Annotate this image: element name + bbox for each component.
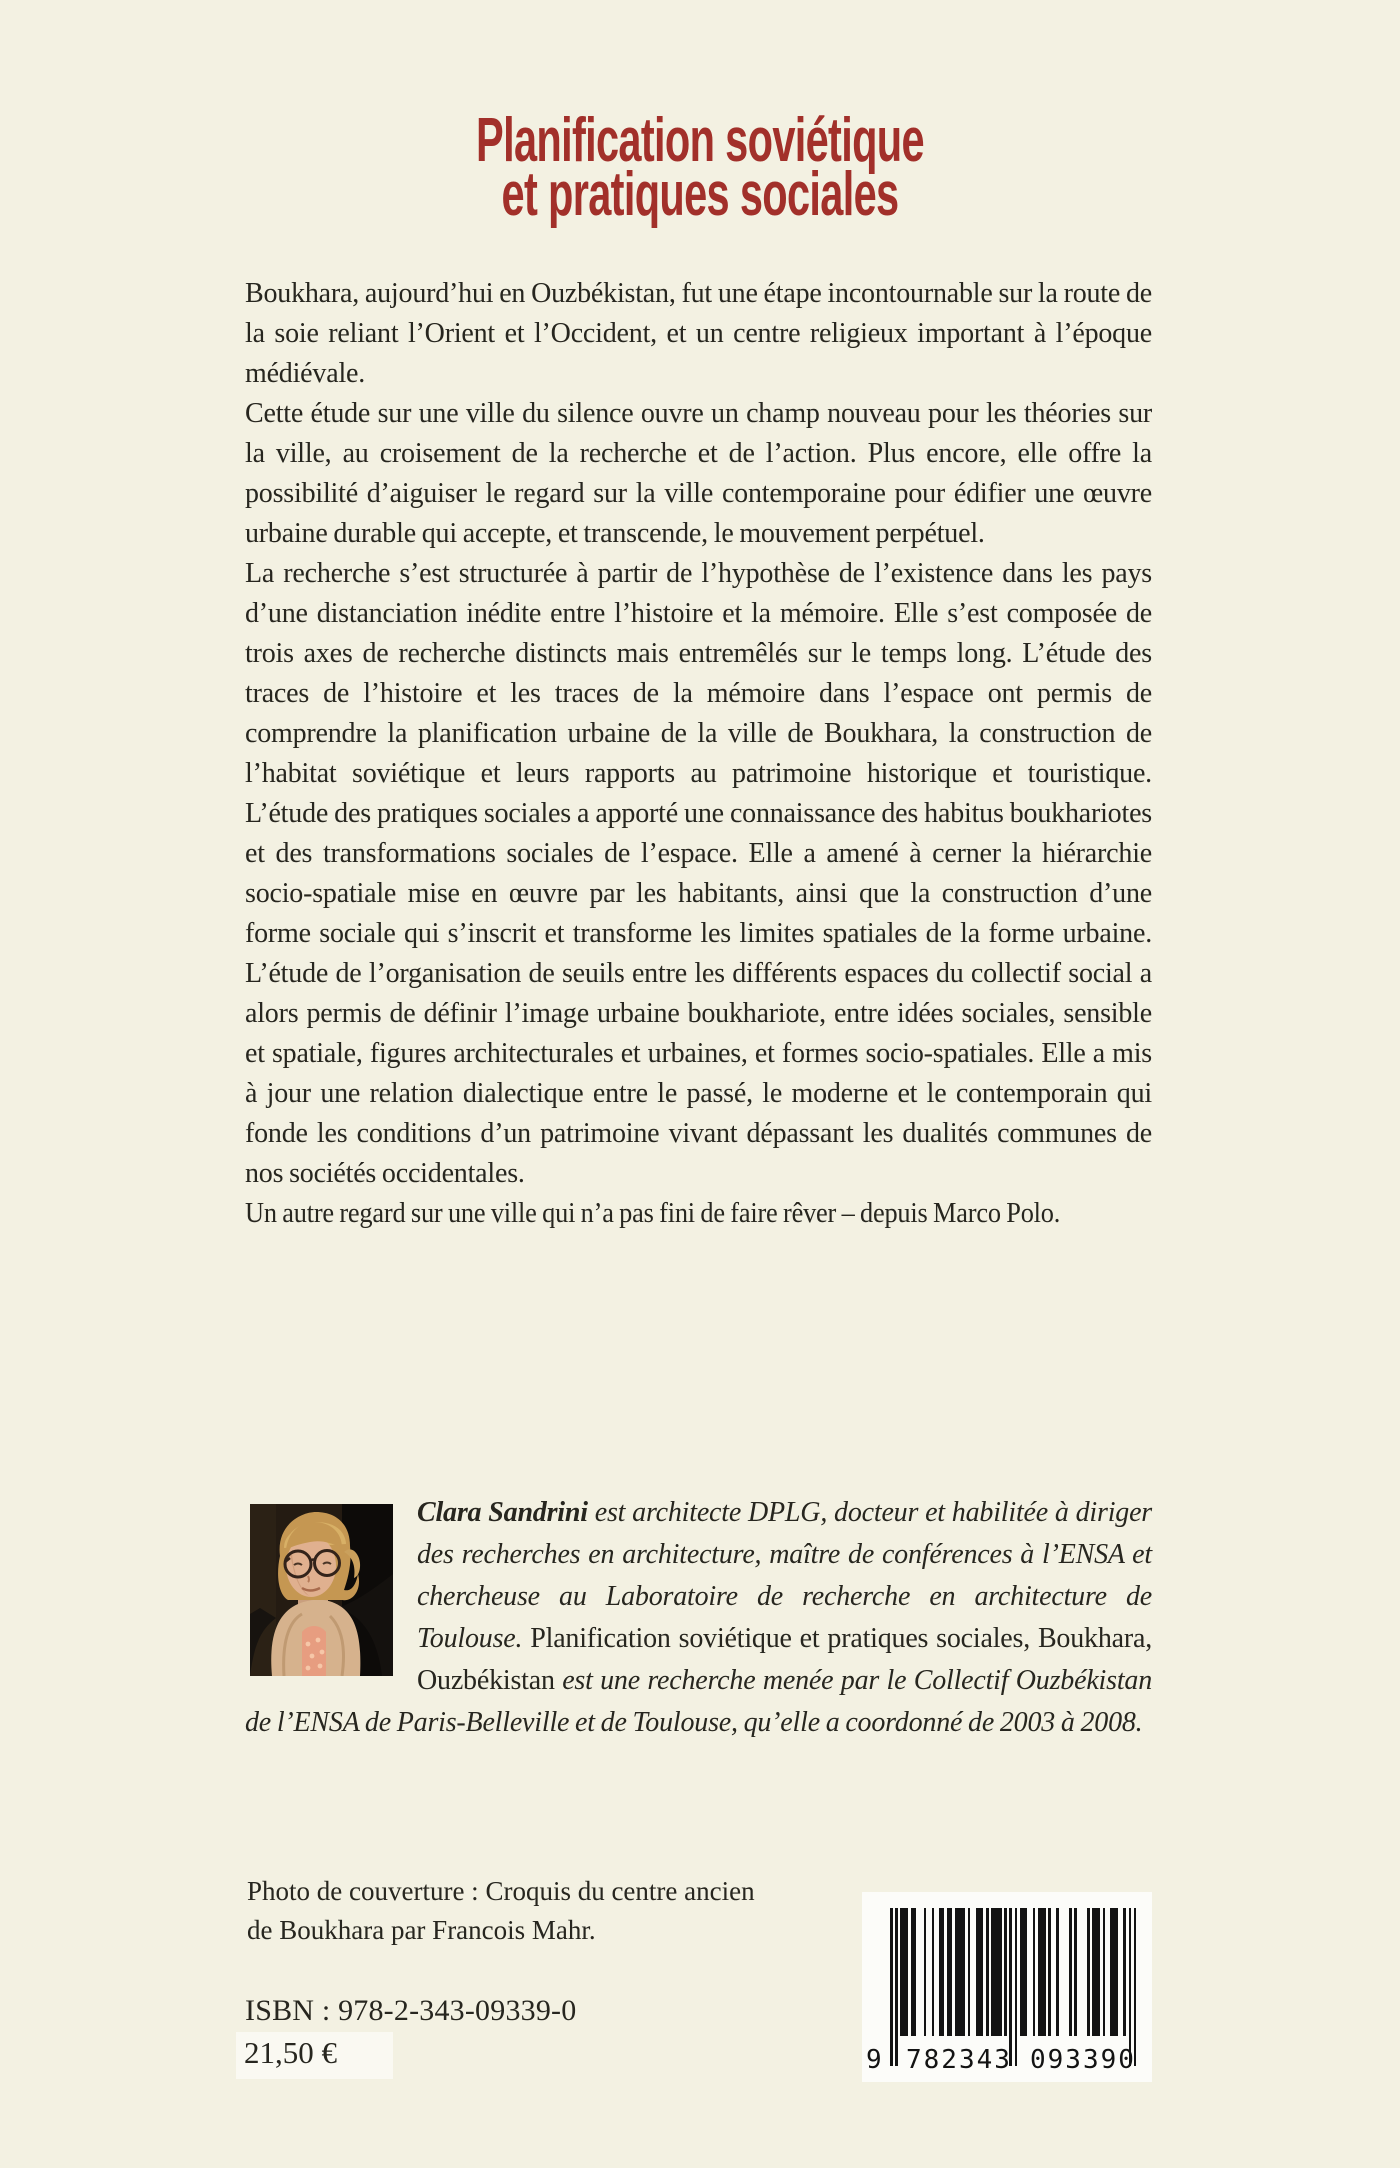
bio-segment-italic: est architecte DPLG, docteur et habilitée à diriger des recherches en architecture, maître de conférences à l’ENSA et chercheuse au Laboratoire de recherche en architecture de Toulouse. (417, 1497, 1152, 1654)
book-title-line1: Planification soviétique (476, 106, 924, 175)
bio-segment-bold-italic: Clara Sandrini (417, 1497, 588, 1528)
book-title-line2: et pratiques sociales (501, 160, 899, 229)
bio-segment-roman: Planification soviétique et pratiques sociales, Boukhara, Ouzbékistan (417, 1623, 1152, 1696)
paragraph-intro: Boukhara, aujourd’hui en Ouzbékistan, fut une étape incontournable sur la route de la soie reliant l’Orient et l’Occident, et un centre religieux important à l’époque médiévale. (245, 278, 1152, 389)
barcode-digits-right-group: 093390 (1030, 2045, 1136, 2075)
tagline: Un autre regard sur une ville qui n’a pas fini de faire rêver – depuis Marco Polo. (245, 1198, 1061, 1229)
ean13-barcode (890, 1908, 1136, 2066)
author-photo (250, 1504, 393, 1676)
paragraph-recherche: La recherche s’est structurée à partir de l’hypothèse de l’existence dans les pays d’une distanciation inédite entre l’histoire et la mémoire. Elle s’est composée de trois axes de recherche distincts mais entremêlés sur le temps long. L’étude des traces de l’histoire et les traces de la mémoire dans l’espace ont permis de comprendre la planification urbaine de la ville de Boukhara, la construction de l’habitat soviétique et leurs rapports au patrimoine historique et touristique. L’étude des pratiques sociales a apporté une connaissance des habitus boukhariotes et des transformations sociales de l’espace. Elle a amené à cerner la hiérarchie socio-spatiale mise en œuvre par les habitants, ainsi que la construction d’une forme sociale qui s’inscrit et transforme les limites spatiales de la forme urbaine. L’étude de l’organisation de seuils entre les différents espaces du collectif social a alors permis de définir l’image urbaine boukhariote, entre idées sociales, sensible et spatiale, figures architecturales et urbaines, et formes socio-spatiales. Elle a mis à jour une relation dialectique entre le passé, le moderne et le contemporain qui fonde les conditions d’un patrimoine vivant dépassant les dualités communes de nos sociétés occidentales. (245, 558, 1152, 1189)
isbn: ISBN : 978-2-343-09339-0 (245, 1994, 577, 2027)
author-photo-art (250, 1504, 393, 1676)
paragraph-etude: Cette étude sur une ville du silence ouvre un champ nouveau pour les théories sur la ville, au croisement de la recherche et de l’action. Plus encore, elle offre la possibilité d’aiguiser le regard sur la ville contemporaine pour édifier une œuvre urbaine durable qui accepte, et transcende, le mouvement perpétuel. (245, 398, 1152, 549)
credit-line2: de Boukhara par Francois Mahr. (247, 1915, 596, 1945)
barcode-digits-left-group: 782343 (906, 2045, 1012, 2075)
cover-photo-credit (247, 1872, 755, 1950)
price: 21,50 € (236, 2032, 393, 2079)
barcode-digits (862, 2045, 1152, 2075)
author-bio (245, 1492, 1152, 1744)
back-cover-text (245, 274, 1152, 1234)
barcode-digit-leading: 9 (866, 2045, 882, 2075)
barcode-panel (862, 1892, 1152, 2082)
book-title (0, 106, 1400, 229)
credit-line1: Photo de couverture : Croquis du centre ancien (247, 1876, 755, 1906)
barcode-bar (1134, 1908, 1137, 2066)
bio-segment-italic: est une recherche menée par le Collectif Ouzbékistan de l’ENSA de Paris-Belleville et de Toulouse, qu’elle a coordonné de 2003 à 2008. (245, 1665, 1152, 1738)
